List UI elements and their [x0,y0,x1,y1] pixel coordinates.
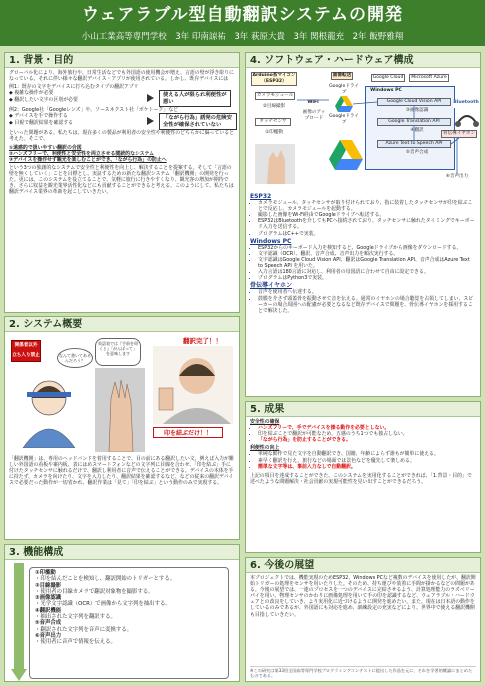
person-illustration [15,376,85,448]
sign-text-bottom: 立ち入り禁止 [12,353,40,358]
flow-arrow-icon [11,563,27,681]
section-outlook [245,557,481,682]
list-item: • 撮影した画像をWi-Fi経由でGoogleドライブへ転送する。 [258,212,476,218]
function-item-5 [35,620,223,633]
problem-box: 「ながら行為」誘発の危険安全性が確保されていない [159,113,237,130]
overview-text: 「翻訳機開」は、専用のヘッドバンドを着用することで、目の前にある翻訳したい文、例えば入力が難しい外国語の看板や案内板、表にはめスマートフォンなどの文字列に目線を合わせ、「印を結ぶ」手に付けたタッチセンサに触れるだけで、翻訳し利用者に音声で伝えることができる。デバイスの本体を手に持たず、カメラを向けたり、文字を入力したり、翻訳結果を確認するなど、などの従来の翻訳デバイスで必要だった動作が一切省かれ、翻訳作業は「見て」「印を結ぶ」という動作のみで実現する。 [9,456,234,487]
paragraph: グローバル化により、海外旅行や、日常生活などでも外国語の使用機会が増え、言語の壁が浮き彫りになっている。それに伴い様々な翻訳デバイス・アプリが使用されている。しかし、既存デバイスには [9,70,234,83]
gdrive-label: Googleドライブ [327,114,361,122]
section-title: 1. 背景・目的 [5,53,239,68]
poster-header [0,0,485,46]
architecture-text [246,194,480,316]
function-item-4 [35,608,223,621]
arduino-node: Arduino系マイコン（ESP32） [252,73,296,84]
list-item: • 「ながら行為」を防止することができる。 [258,437,476,443]
arrow-icon [147,117,154,125]
bone-earphone-node: 骨伝導イヤホン [442,131,476,136]
usability-list [250,451,476,469]
bone-conduction-earphone-icon [455,112,479,128]
list-item: • 単純な動作で見た文字を自動翻訳でき、国籍、年齢によらず誰もが簡単に使える。 [258,451,476,457]
google-cloud-node: Google Cloud [372,75,404,80]
audio-output-step: ⑥音声出力 [439,174,475,182]
poster-authors: 小山工業高等専門学校 3年 印南諒祐 3年 萩原大貴 3年 関根龍充 2年 飯野雅翔 [81,32,404,42]
tts-api-node: Azure Text to Speech API [377,140,451,148]
hand-device-image [255,144,295,184]
goal-item: ①遠感的で扱いやすい翻訳の合図 [9,144,82,151]
image-transfer-label: 画像転送 [332,73,352,78]
footnote: ※この研究は第33回全国高等専門学校プログラミングコンテストに提出した作品を元に、それを学習的概論にまとめたものである。 [250,666,476,678]
image-upload-label: 画像のアップロード [301,110,327,124]
function-head: ③画像認識 [35,595,62,602]
list-item: • プログラムはPython3で実装。 [258,275,476,281]
function-item-1 [35,570,223,583]
translation-speech-bubble: 英語表では『手前を叩くと』「がんばって」を意味します [95,338,141,366]
list-item: • ESP32はBluetoothを介してもPCへ接続されており、タッチセンサに触れたタイミングでキーボード入力を送信する。 [258,218,476,230]
fist-label: 印を結ぶだけ！！ [153,427,223,438]
bullet: ◆ 目視で翻訳結果を確認する [9,120,74,127]
list-item: • 簡単な文字等は、事前入力なしで自動翻訳。 [258,464,476,470]
list-item: • カメラモジュール、タッチセンサが取り付けられており、指に装着したタッチセンサが印を結ぶことで反応し、カメラモジュールを起動する。 [258,200,476,212]
section-body [5,68,239,197]
bullet: ◆ 複雑な操作が必要 [9,90,54,97]
section-background [4,52,240,313]
function-head: ②目線撮影 [35,582,62,589]
section-title: 3. 機能構成 [5,545,239,560]
results-heading: 利便性の向上 [250,445,280,452]
function-desc: ・光学文字認識（OCR）で画像から文字列を抽出する。 [35,601,171,608]
list-item: • プログラムはC++で実装。 [258,231,476,237]
architecture-diagram [249,70,477,192]
sign-text-top: 関係者以外 [14,343,38,348]
list-item: • 鼓膜を介さず頭蓋骨を振動させて音を伝える。通常のイヤホンの場合聴覚を占領してしまい、スピーカーの場合周囲への配慮が必要となるなど既存デバイスで問題を、骨伝導イヤホンを採用することで解決した。 [258,296,476,314]
list-item: • 入力言語は180言語に対応し、利用者の母国語に合わせて自由に設定できる。 [258,269,476,275]
google-drive-icon [335,96,353,112]
warning-sign [11,340,41,362]
function-desc: ・使用者に音声で情報を伝える。 [35,639,116,646]
windows-pc-heading: Windows PC [250,237,292,245]
function-head: ④翻訳機能 [35,607,62,614]
windows-list [250,245,476,282]
results-heading: 安全性の確保 [250,419,280,425]
bullet: ◆ デバイスを手で操作する [9,113,68,120]
section-functions [4,544,240,682]
paragraph: という3つの独創的なシステムで安全性と利便性を向上し、解決することを提案する。そして「言語の壁を無くしていく」ことを目標とし、実証するための新たな翻訳システム「翻訳機開」の開発を行った。更には、このシステムを役立てることで、気軽に旅行に行きやすくなり、観光客の増加が期待でき、さらに収益を観光業界活性化などにも貢献することができると考える。このようにして、私たちは翻訳デバイス業界の革新を起こしていきたい。 [9,164,234,196]
safety-list [250,425,476,443]
list-item: • 文字認識（OCR）、翻訳、音声合成、音声出力を順次実行する。 [258,251,476,257]
thought-bubble: なんて書いてあるんだろう？ [57,348,93,368]
google-drive-logo [329,140,363,170]
arrow-icon [147,94,154,102]
function-item-6 [35,633,223,646]
results-body [246,417,480,487]
step-label: ②目線撮影 [257,104,291,112]
overview-illustration [5,332,239,454]
earphone-person-photo [153,346,233,424]
list-item: • 文字認識はGoogle Cloud Vision API、翻訳はGoogle Translation API、音声合成はAzure Text to Speech API を用いた。 [258,257,476,269]
paragraph: 本プロジェクトでは、機能実現のためESP32、Windows PCなど複数のデバイスを使用したが、翻訳開始トリガーの処理をセンサを用いたりした。そのため、持ち運びや装着に手間が掛かるなどの問題がある。今後の展望では、一連のプロセスを一つのデバイスに完結させるよう、計算処理能力のラズベリーパイを用い、物理センサのかわりに画像処理を用いて手の印を認識するなど、ウェアラブル・ハードウェアとの改良をしていき、より実用化に近づけるように開発を進めたい。また、現在は日本語の動作をしているのみであるが、外国語にも対応を進め、訓練設定の充実などにより、世界中で使える翻訳機開も目指していきたい。 [250,575,476,618]
bone-list [250,289,476,313]
esp32-heading: ESP32 [250,193,272,200]
section-title: 2. システム概要 [5,317,239,332]
goal-item: ②ハンズフリーで、利便性と安全性を両立させる閲読的なシステム [9,150,155,157]
section-title: 6. 今後の展望 [246,558,480,573]
bullet: ◆ 翻訳したい文字の区別が必要 [9,97,78,104]
paragraph: といった問題がある。私たちは、現在多くの製品が利用者の安全性や利便性のどちらかに偏っていると考えた。そこで、 [9,130,234,143]
translation-api-node: Google Translation API [377,118,451,126]
goal-item: ③デバイスを操作せず観光を楽しむことができ、「ながら行為」の防止へ [9,156,167,163]
step-label: ①印檻動 [257,130,291,138]
esp32-list [250,200,476,237]
problem-box: 使える人が限られ利便性が悪い [159,90,231,107]
function-desc: ・抽出された文字列を翻訳する。 [35,614,116,621]
camera-module-node: カメラモジュール [256,93,294,98]
azure-node: Microsoft Azure [409,74,449,82]
function-desc: ・翻訳された文字列を音声に変換する。 [35,626,133,633]
vision-api-node: Google Cloud Vision API [377,98,451,106]
speech-step: ⑤音声合成 [405,150,429,155]
list-item: • 音声を使用者へ伝達する。 [258,289,476,295]
function-item-2 [35,583,223,596]
translate-step: ④翻訳 [410,128,424,133]
paragraph: 上記の項目を達成することができた。このシステムを実用化することができれば、「1.背景・目的」で述べたような問題解決・社会貢献の実現可能性を見い出すことができるだろう。 [250,472,472,485]
list-item: • 印を結ぶことで翻訳が可能なため、五感のうち1つでも独占しない。 [258,431,476,437]
poster-title: ウェアラブル型自動翻訳システムの開発 [82,5,403,25]
wifi-label: WiFi [304,100,322,108]
function-item-3 [35,595,223,608]
section-results [245,401,481,553]
example-heading: 例2：Google社「Googleレンズ」や、ソースネクスト社「ポケトーク」など [9,107,178,114]
section-system-overview [4,316,240,540]
function-head: ⑥音声出力 [35,632,62,639]
bone-earphone-heading: 骨伝導イヤホン [250,282,293,290]
list-item: • ESP32からのキーボード入力を検知すると、Googleドライブから画像をダウンロードする。 [258,245,476,251]
function-head: ①印檻動 [35,570,56,576]
translation-complete-label: 翻訳完了！！ [183,337,222,345]
section-title: 5. 成果 [246,402,480,417]
function-desc: ・使用者の目線カメラで翻訳対象物を撮影する。 [35,588,154,595]
windows-pc-label: Windows PC [370,88,402,93]
touch-sensor-node: タッチセンサ [255,118,291,126]
bluetooth-label: Bluetooth [453,100,479,108]
function-head: ⑤音声合成 [35,620,62,627]
ocr-step: ③画像認識 [405,108,429,113]
list-item: • 素早く翻訳を行え、旅行などの場面では景色などを優先して楽しめる。 [258,458,476,464]
section-architecture [245,52,481,397]
list-item: • ハンズフリーで、手でデバイスを操る動作を必要としない。 [258,425,476,431]
section-title: 4. ソフトウェア・ハードウェア構成 [246,53,480,68]
hand-photo [95,368,145,452]
gdrive-label-top: Googleドライブ [329,84,359,95]
example-heading: 例1：既存の文字をデバイスに打ち込むタイプの翻訳アプリ [9,84,139,91]
function-desc: ・印を結んだことを検知し、翻訳開始のトリガーとする。 [35,576,176,583]
function-list [29,567,229,679]
